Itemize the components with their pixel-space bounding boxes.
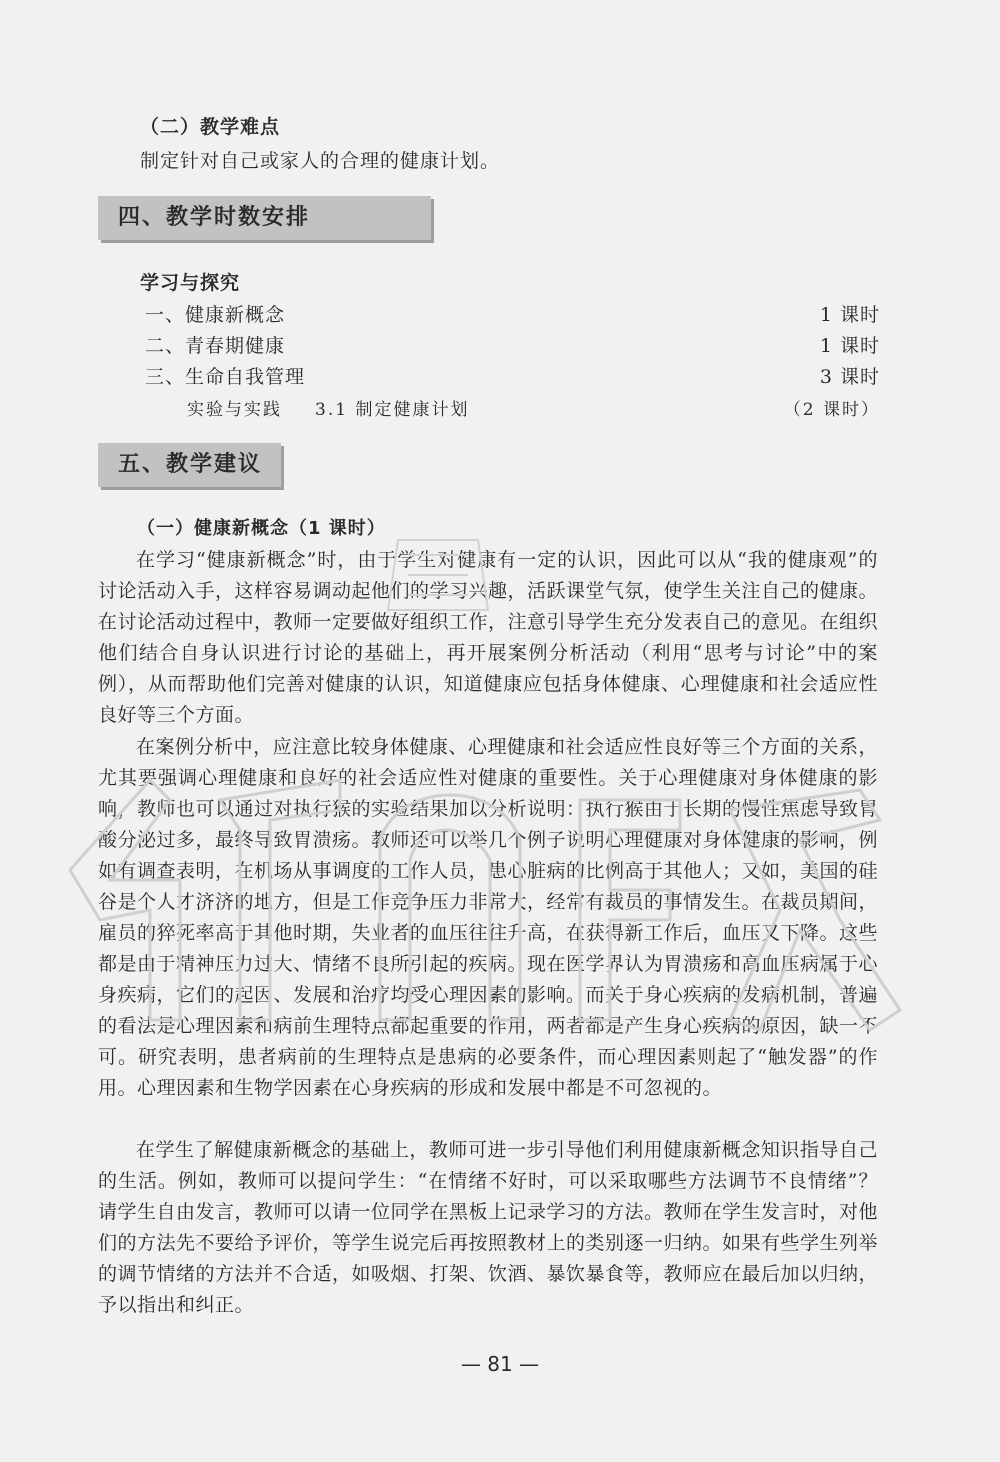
schedule-hours: 1 课时 <box>819 304 880 326</box>
schedule-label: 一、健康新概念 <box>145 304 286 326</box>
learning-heading: 学习与探究 <box>140 272 241 294</box>
section-2-text: 制定针对自己或家人的合理的健康计划。 <box>140 150 501 172</box>
schedule-sub-hours: （2 课时） <box>783 400 880 420</box>
paragraph-1: 在学习“健康新概念”时，由于学生对健康有一定的认识，因此可以从“我的健康观”的讨论活动入手，这样容易调动起他们的学习兴趣，活跃课堂气氛，使学生关注自己的健康。在讨论活动过程中，教师一定要做好组织工作，注意引导学生充分发表自己的意见。在组织他们结合自身认识进行讨论的基础上，再开展案例分析活动（利用“思考与讨论”中的案例），从而帮助他们完善对健康的认识，知道健康应包括身体健康、心理健康和社会适应性良好等三个方面。 <box>98 549 879 726</box>
schedule-sub-mid: 3.1 制定健康计划 <box>315 400 470 420</box>
schedule-row <box>145 300 880 328</box>
page-number: — 81 — <box>460 1352 540 1376</box>
schedule-hours: 3 课时 <box>819 366 880 388</box>
section-5-title: 五、教学建议 <box>98 443 281 487</box>
schedule-hours: 1 课时 <box>819 335 880 357</box>
subsection-1-title: （一）健康新概念（1 课时） <box>137 518 386 539</box>
section-2-heading: （二）教学难点 <box>140 116 281 138</box>
schedule-label: 三、生命自我管理 <box>145 366 306 388</box>
schedule-row <box>145 331 880 359</box>
schedule-row <box>145 362 880 390</box>
section-4-title: 四、教学时数安排 <box>98 196 431 240</box>
schedule-sub-row <box>187 395 880 423</box>
paragraph-3: 在学生了解健康新概念的基础上，教师可进一步引导他们利用健康新概念知识指导自己的生活。例如，教师可以提问学生：“在情绪不好时，可以采取哪些方法调节不良情绪”？请学生自由发言，教师可以请一位同学在黑板上记录学习的方法。教师在学生发言时，对他们的方法先不要给予评价，等学生说完后再按照教材上的类别逐一归纳。如果有些学生列举的调节情绪的方法并不合适，如吸烟、打架、饮酒、暴饮暴食等，教师应在最后加以归纳，予以指出和纠正。 <box>98 1139 879 1316</box>
schedule-sub-left: 实验与实践 <box>187 400 282 420</box>
paragraph-2: 在案例分析中，应注意比较身体健康、心理健康和社会适应性良好等三个方面的关系，尤其要强调心理健康和良好的社会适应性对健康的重要性。关于心理健康对身体健康的影响，教师也可以通过对执行猴的实验结果加以分析说明：执行猴由于长期的慢性焦虑导致胃酸分泌过多，最终导致胃溃疡。教师还可以举几个例子说明心理健康对身体健康的影响，例如有调查表明，在机场从事调度的工作人员，患心脏病的比例高于其他人；又如，美国的硅谷是个人才济济的地方，但是工作竞争压力非常大，经常有裁员的事情发生。在裁员期间，雇员的猝死率高于其他时期，失业者的血压往往升高，在获得新工作后，血压又下降。这些都是由于精神压力过大、情绪不良所引起的疾病。现在医学界认为胃溃疡和高血压病属于心身疾病，它们的起因、发展和治疗均受心理因素的影响。而关于身心疾病的发病机制，普遍的看法是心理因素和病前生理特点都起重要的作用，两者都是产生身心疾病的原因，缺一不可。研究表明，患者病前的生理特点是患病的必要条件，而心理因素则起了“触发器”的作用。心理因素和生物学因素在心身疾病的形成和发展中都是不可忽视的。 <box>98 736 879 1099</box>
schedule-label: 二、青春期健康 <box>145 335 286 357</box>
